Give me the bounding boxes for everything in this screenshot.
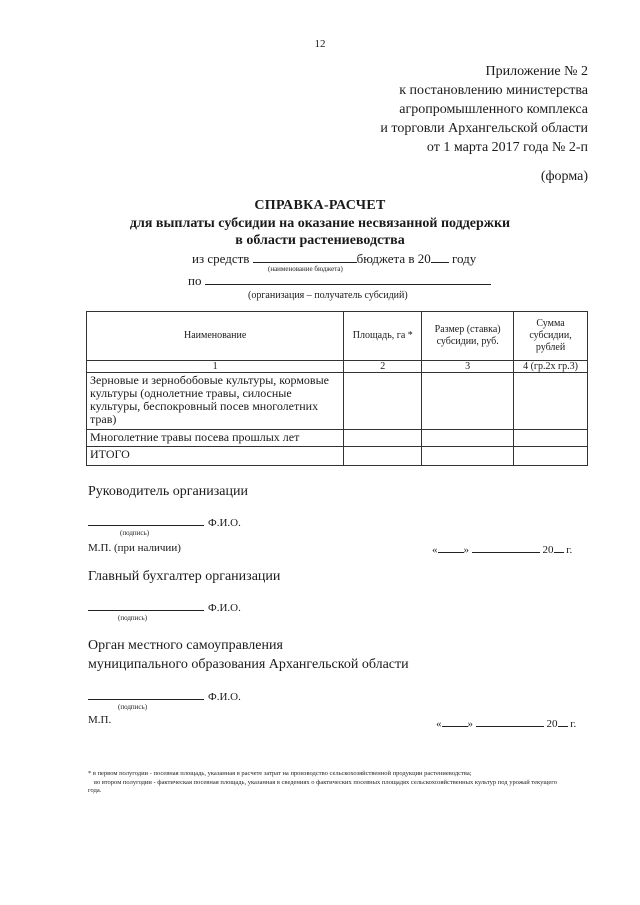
organization-caption: (организация – получатель субсидий)	[248, 290, 408, 301]
row-name: Многолетние травы посева прошлых лет	[87, 430, 344, 447]
year-blank	[558, 716, 568, 727]
header-cell: Площадь, га *	[344, 312, 422, 361]
date-close-quote: »	[463, 544, 469, 556]
appendix-line: агропромышленного комплекса	[399, 102, 588, 117]
row-area	[344, 447, 422, 466]
date-close-quote: »	[467, 718, 473, 730]
appendix-line: от 1 марта 2017 года № 2-п	[426, 140, 588, 155]
day-blank	[438, 542, 464, 553]
year-suffix: г.	[566, 544, 573, 556]
signature-caption: (подпись)	[118, 614, 148, 622]
calc-table	[86, 311, 588, 466]
appendix-line: к постановлению министерства	[399, 83, 588, 98]
footnote-line-2: во втором полугодии - фактическая посевная площадь, указанная в сведениях о фактических посевных площадях сельскохозяйственных культур под урожай текущего года.	[88, 778, 557, 794]
year-blank	[554, 542, 564, 553]
year-suffix: г.	[570, 718, 577, 730]
signature-blank	[88, 689, 204, 700]
fio-label: Ф.И.О.	[208, 517, 241, 529]
column-number-row	[87, 361, 588, 373]
head-of-organization-title: Руководитель организации	[88, 484, 248, 499]
header-cell: Наименование	[87, 312, 344, 361]
stamp-label: М.П. (при наличии)	[88, 542, 181, 554]
date-open-quote: «	[436, 718, 442, 730]
doc-subtitle-2: в области растениеводства	[235, 233, 405, 248]
date-line	[432, 542, 572, 556]
row-name: Зерновые и зернобобовые культуры, кормовые культуры (однолетние травы, силосные культуры, беспокровный посев многолетних трав)	[87, 373, 344, 430]
column-number: 2	[344, 361, 422, 373]
year-blank	[431, 251, 449, 263]
budget-caption: (наименование бюджета)	[268, 265, 343, 273]
funds-mid: бюджета в 20	[356, 251, 431, 266]
po-line	[188, 273, 491, 289]
signature-caption: (подпись)	[118, 703, 148, 711]
footnote	[88, 770, 558, 796]
fio-label: Ф.И.О.	[208, 691, 241, 703]
signature-caption: (подпись)	[120, 529, 150, 537]
signature-blank	[88, 515, 204, 526]
organization-blank	[205, 273, 491, 285]
column-number: 4 (гр.2х гр.3)	[514, 361, 588, 373]
budget-name-blank	[253, 251, 357, 263]
row-rate	[422, 373, 514, 430]
accountant-signature-line	[88, 600, 241, 614]
year-prefix: 20	[542, 544, 554, 556]
appendix-line: Приложение № 2	[485, 64, 588, 79]
date-open-quote: «	[432, 544, 438, 556]
row-rate	[422, 430, 514, 447]
stamp-label: М.П.	[88, 714, 112, 726]
table-row	[87, 430, 588, 447]
funds-suffix: году	[452, 251, 477, 266]
header-cell: Сумма субсидии, рублей	[514, 312, 588, 361]
funds-prefix: из средств	[192, 251, 250, 266]
head-signature-line	[88, 515, 241, 529]
municipal-signature-line	[88, 689, 241, 703]
appendix-line: и торговли Архангельской области	[380, 121, 588, 136]
table-header-row	[87, 312, 588, 361]
column-number: 3	[422, 361, 514, 373]
signature-blank	[88, 600, 204, 611]
date-line	[436, 716, 576, 730]
page-number: 12	[314, 38, 326, 50]
table-row	[87, 373, 588, 430]
row-sum	[514, 447, 588, 466]
day-blank	[442, 716, 468, 727]
header-cell: Размер (ставка) субсидии, руб.	[422, 312, 514, 361]
row-sum	[514, 430, 588, 447]
column-number: 1	[87, 361, 344, 373]
doc-title: СПРАВКА-РАСЧЕТ	[254, 198, 386, 213]
municipal-body-title-1: Орган местного самоуправления	[88, 638, 283, 653]
municipal-body-title-2: муниципального образования Архангельской области	[88, 657, 409, 672]
row-area	[344, 373, 422, 430]
row-name: ИТОГО	[87, 447, 344, 466]
year-prefix: 20	[546, 718, 558, 730]
table-row-total	[87, 447, 588, 466]
po-prefix: по	[188, 273, 202, 288]
fio-label: Ф.И.О.	[208, 602, 241, 614]
row-rate	[422, 447, 514, 466]
row-area	[344, 430, 422, 447]
month-blank	[476, 716, 544, 727]
footnote-line-1: * в первом полугодии - посевная площадь, указанная в расчете затрат на производство сельскохозяйственной продукции растениеводства;	[88, 770, 472, 777]
month-blank	[472, 542, 540, 553]
row-sum	[514, 373, 588, 430]
chief-accountant-title: Главный бухгалтер организации	[88, 569, 281, 584]
appendix-block	[380, 62, 588, 157]
doc-subtitle-1: для выплаты субсидии на оказание несвязанной поддержки	[129, 216, 511, 231]
form-label: (форма)	[540, 169, 588, 184]
